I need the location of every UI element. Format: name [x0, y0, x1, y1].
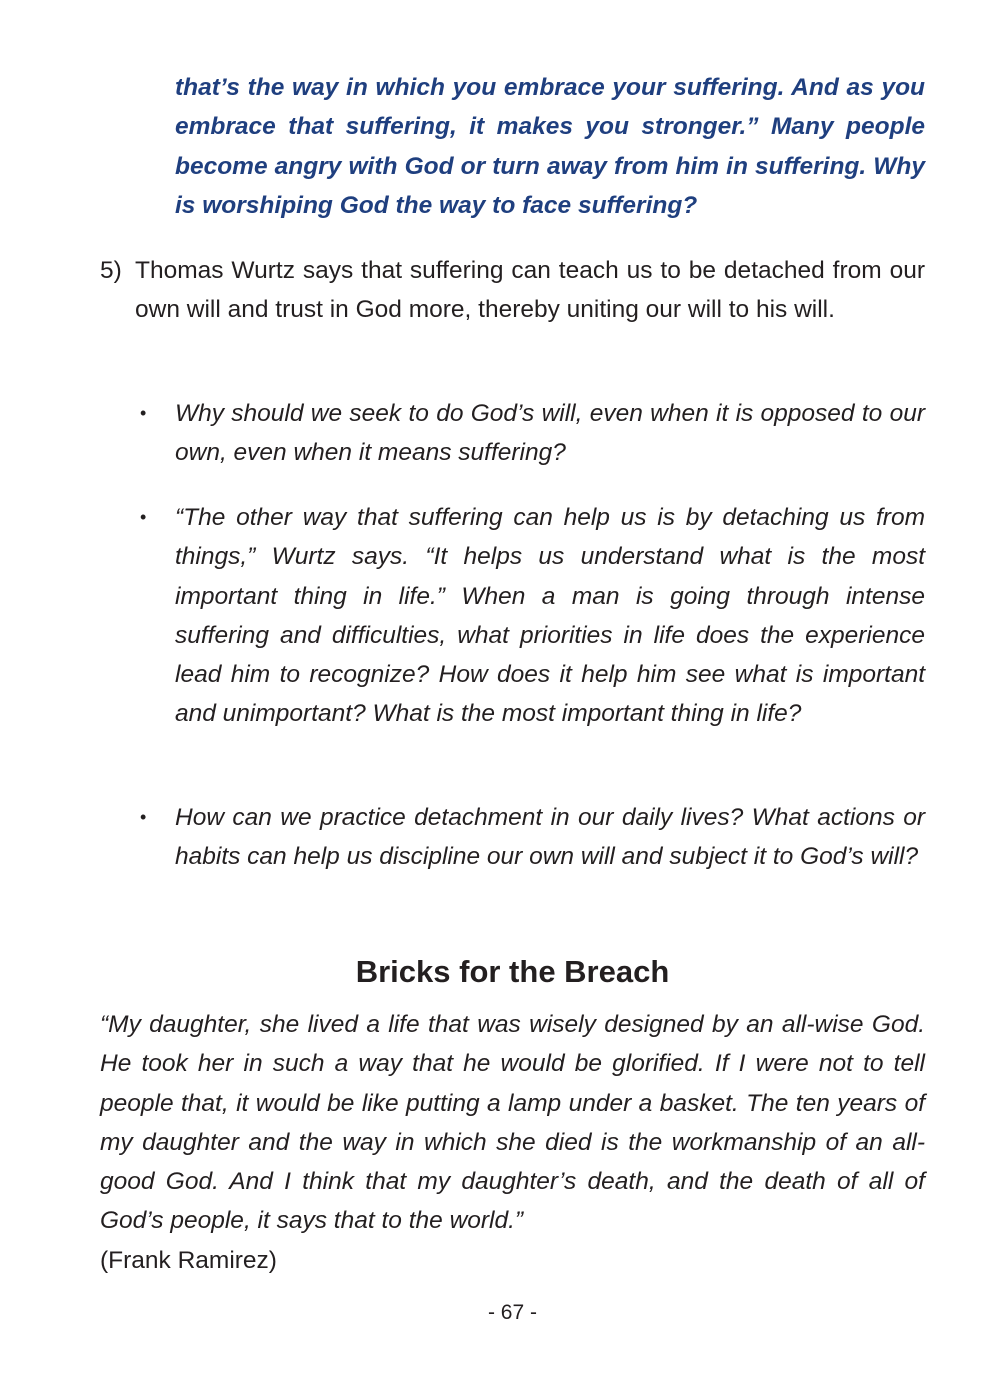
closing-quote — [100, 1005, 925, 1280]
quote-text: “My daughter, she lived a life that was wisely designed by an all-wise God. He took her in such a way that he would be glorified. If I were not to tell people that, it would be like putting a lamp under a basket. The ten years of my daughter and the way in which she died is the workmanship of an all-good God. And I think that my daughter’s death, and the death of all of God’s people, it says that to the world.” — [100, 1011, 925, 1235]
bullet-marker: • — [140, 807, 147, 827]
discussion-bullet — [140, 394, 925, 473]
page-number: - 67 - — [487, 1301, 537, 1324]
bullet-marker: • — [140, 507, 147, 527]
discussion-bullet — [140, 798, 925, 877]
bullet-text: How can we practice detachment in our daily lives? What actions or habits can help us discipline our own will and subject it to God’s will? — [175, 804, 925, 871]
quote-attribution: (Frank Ramirez) — [100, 1246, 277, 1274]
bullet-text: Why should we seek to do God’s will, even when it is opposed to our own, even when it means suffering? — [175, 400, 925, 467]
bullet-text: “The other way that suffering can help us is by detaching us from things,” Wurtz says. “It helps us understand what is the most important thing in life.” When a man is going through intense suffering and difficulties, what priorities in life does the experience lead him to recognize? How does it help him see what is important and unimportant? What is the most important thing in life? — [175, 504, 925, 728]
discussion-bullet — [140, 498, 925, 734]
item-text: Thomas Wurtz says that suffering can teach us to be detached from our own will and trust in God more, thereby uniting our will to his will. — [135, 257, 925, 324]
highlighted-quote-continuation: that’s the way in which you embrace your suffering. And as you embrace that suffering, it makes you stronger.” Many people become angry with God or turn away from him in suffering. Why is worshiping God the way to face suffering? — [175, 74, 925, 219]
section-heading: Bricks for the Breach — [355, 954, 670, 989]
bullet-marker: • — [140, 403, 147, 423]
numbered-item-5 — [100, 251, 925, 330]
item-number: 5) — [100, 257, 122, 284]
